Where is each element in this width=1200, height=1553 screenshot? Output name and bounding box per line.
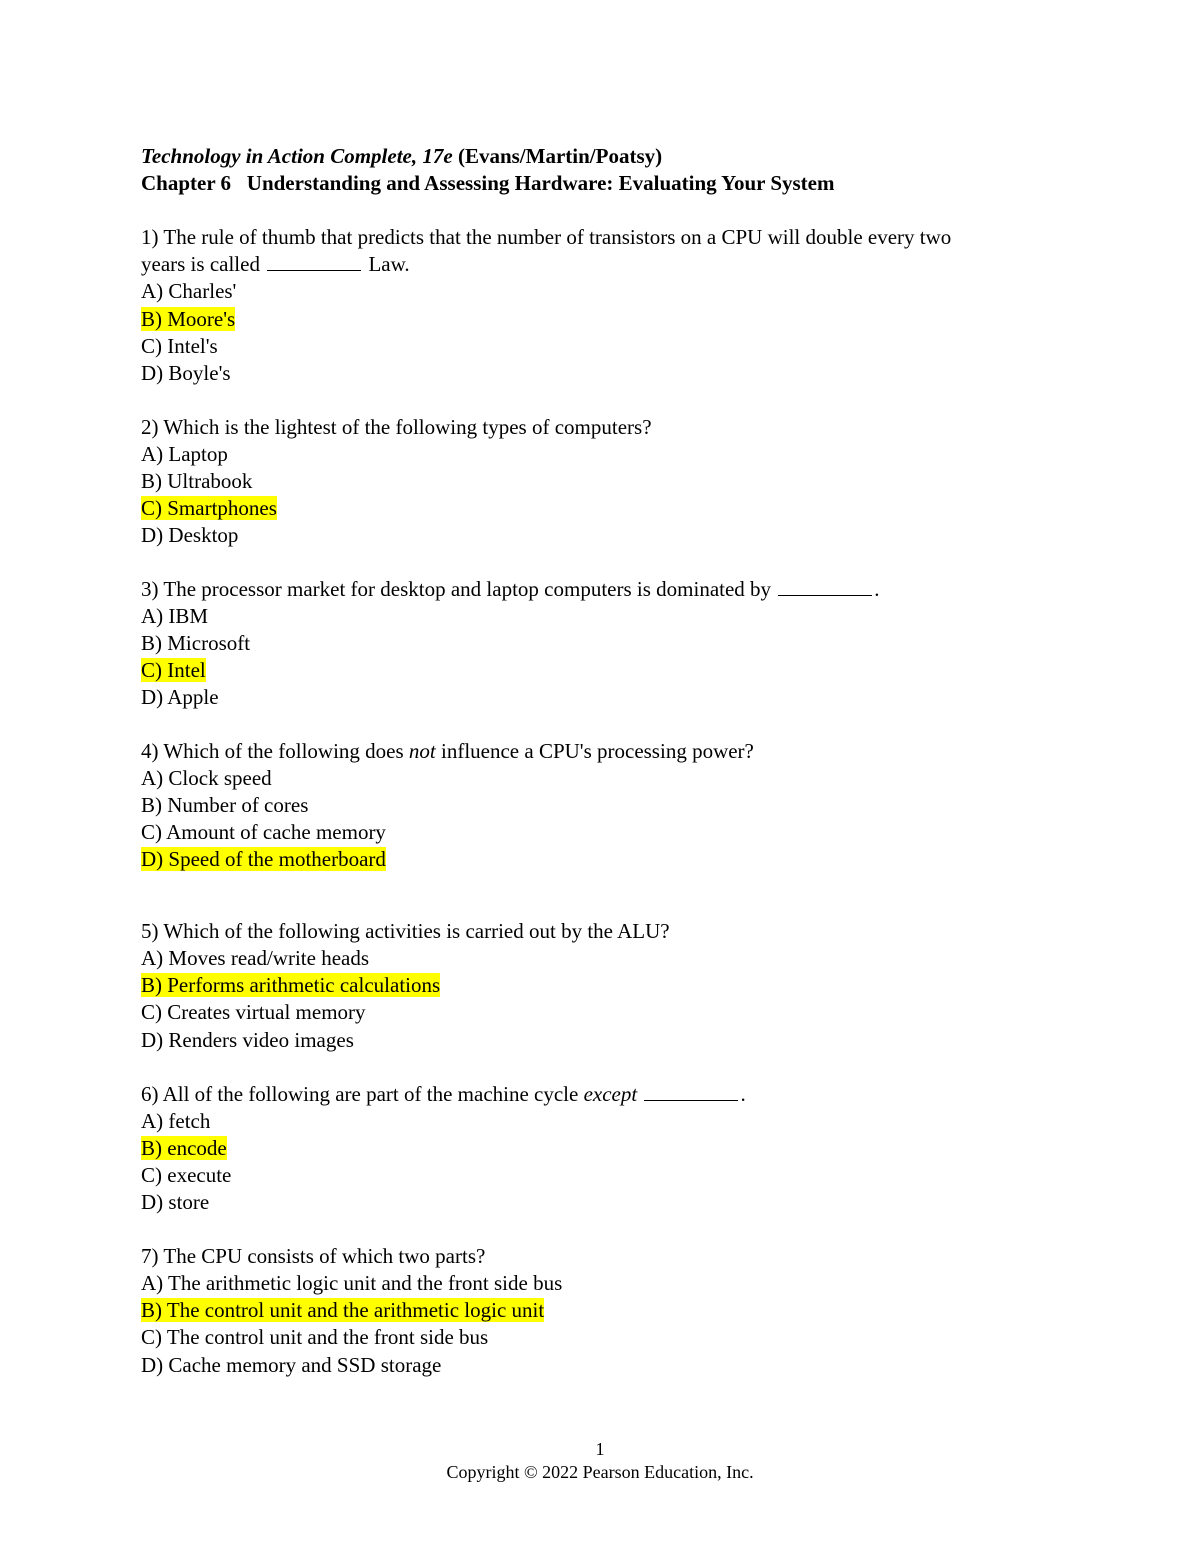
question-5-option-a: A) Moves read/write heads xyxy=(141,946,370,970)
question-4-text xyxy=(141,738,754,765)
question-3-text-before: 3) The processor market for desktop and laptop computers is dominated by xyxy=(141,577,772,601)
question-3-option-d: D) Apple xyxy=(141,685,219,709)
question-6-emphasis: except xyxy=(583,1082,638,1106)
question-1-text-before: years is called xyxy=(141,252,260,276)
answer-blank xyxy=(267,269,361,271)
correct-answer-highlight: D) Speed of the motherboard xyxy=(141,847,386,871)
question-1-option-a: A) Charles' xyxy=(141,279,237,303)
question-7-option-c: C) The control unit and the front side bus xyxy=(141,1325,489,1349)
correct-answer-highlight: C) Smartphones xyxy=(141,496,277,520)
question-1-option-b xyxy=(141,306,235,333)
chapter-title: Understanding and Assessing Hardware: Evaluating Your System xyxy=(246,171,835,195)
question-1-text-after: Law. xyxy=(368,252,410,276)
question-2-text: 2) Which is the lightest of the following types of computers? xyxy=(141,415,652,439)
question-1-text-cont xyxy=(141,251,410,278)
chapter-title-line xyxy=(141,170,835,197)
question-7-option-a: A) The arithmetic logic unit and the front side bus xyxy=(141,1271,563,1295)
question-7-option-b xyxy=(141,1297,544,1324)
question-6-option-b xyxy=(141,1135,227,1162)
question-2-option-b: B) Ultrabook xyxy=(141,469,253,493)
question-4-emphasis: not xyxy=(408,739,436,763)
book-authors: (Evans/Martin/Poatsy) xyxy=(457,144,663,168)
question-1-option-c: C) Intel's xyxy=(141,334,218,358)
question-2-option-d: D) Desktop xyxy=(141,523,239,547)
question-4-text-after: influence a CPU's processing power? xyxy=(441,739,754,763)
question-3-option-a: A) IBM xyxy=(141,604,209,628)
question-3-text-after: . xyxy=(874,577,880,601)
question-1-text: 1) The rule of thumb that predicts that the number of transistors on a CPU will double every two xyxy=(141,225,952,249)
question-3-option-c xyxy=(141,657,206,684)
book-title-line xyxy=(141,143,662,170)
question-6-option-d: D) store xyxy=(141,1190,210,1214)
correct-answer-highlight: B) encode xyxy=(141,1136,227,1160)
question-6-text xyxy=(141,1081,746,1108)
chapter-label: Chapter 6 xyxy=(141,171,232,195)
question-5-option-c: C) Creates virtual memory xyxy=(141,1000,366,1024)
question-6-option-c: C) execute xyxy=(141,1163,232,1187)
question-7-text: 7) The CPU consists of which two parts? xyxy=(141,1244,486,1268)
question-2-option-c xyxy=(141,495,277,522)
question-4-text-before: 4) Which of the following does xyxy=(141,739,404,763)
question-4-option-c: C) Amount of cache memory xyxy=(141,820,386,844)
question-6-option-a: A) fetch xyxy=(141,1109,211,1133)
question-7-option-d: D) Cache memory and SSD storage xyxy=(141,1353,442,1377)
answer-blank xyxy=(778,594,872,596)
question-3-option-b: B) Microsoft xyxy=(141,631,251,655)
question-1-option-d: D) Boyle's xyxy=(141,361,231,385)
correct-answer-highlight: C) Intel xyxy=(141,658,206,682)
answer-blank xyxy=(644,1099,738,1101)
question-5-option-d: D) Renders video images xyxy=(141,1028,354,1052)
correct-answer-highlight: B) The control unit and the arithmetic logic unit xyxy=(141,1298,545,1322)
question-6-text-before: 6) All of the following are part of the machine cycle xyxy=(141,1082,579,1106)
copyright-notice: Copyright © 2022 Pearson Education, Inc. xyxy=(446,1462,754,1482)
question-5-text: 5) Which of the following activities is carried out by the ALU? xyxy=(141,919,670,943)
question-6-text-after: . xyxy=(740,1082,746,1106)
question-4-option-a: A) Clock speed xyxy=(141,766,272,790)
correct-answer-highlight: B) Performs arithmetic calculations xyxy=(141,973,441,997)
book-title: Technology in Action Complete, 17e xyxy=(141,144,453,168)
question-5-option-b xyxy=(141,972,440,999)
page-number: 1 xyxy=(595,1439,605,1459)
correct-answer-highlight: B) Moore's xyxy=(141,307,236,331)
question-4-option-b: B) Number of cores xyxy=(141,793,309,817)
question-2-option-a: A) Laptop xyxy=(141,442,228,466)
question-3-text xyxy=(141,576,880,603)
question-4-option-d xyxy=(141,846,386,873)
